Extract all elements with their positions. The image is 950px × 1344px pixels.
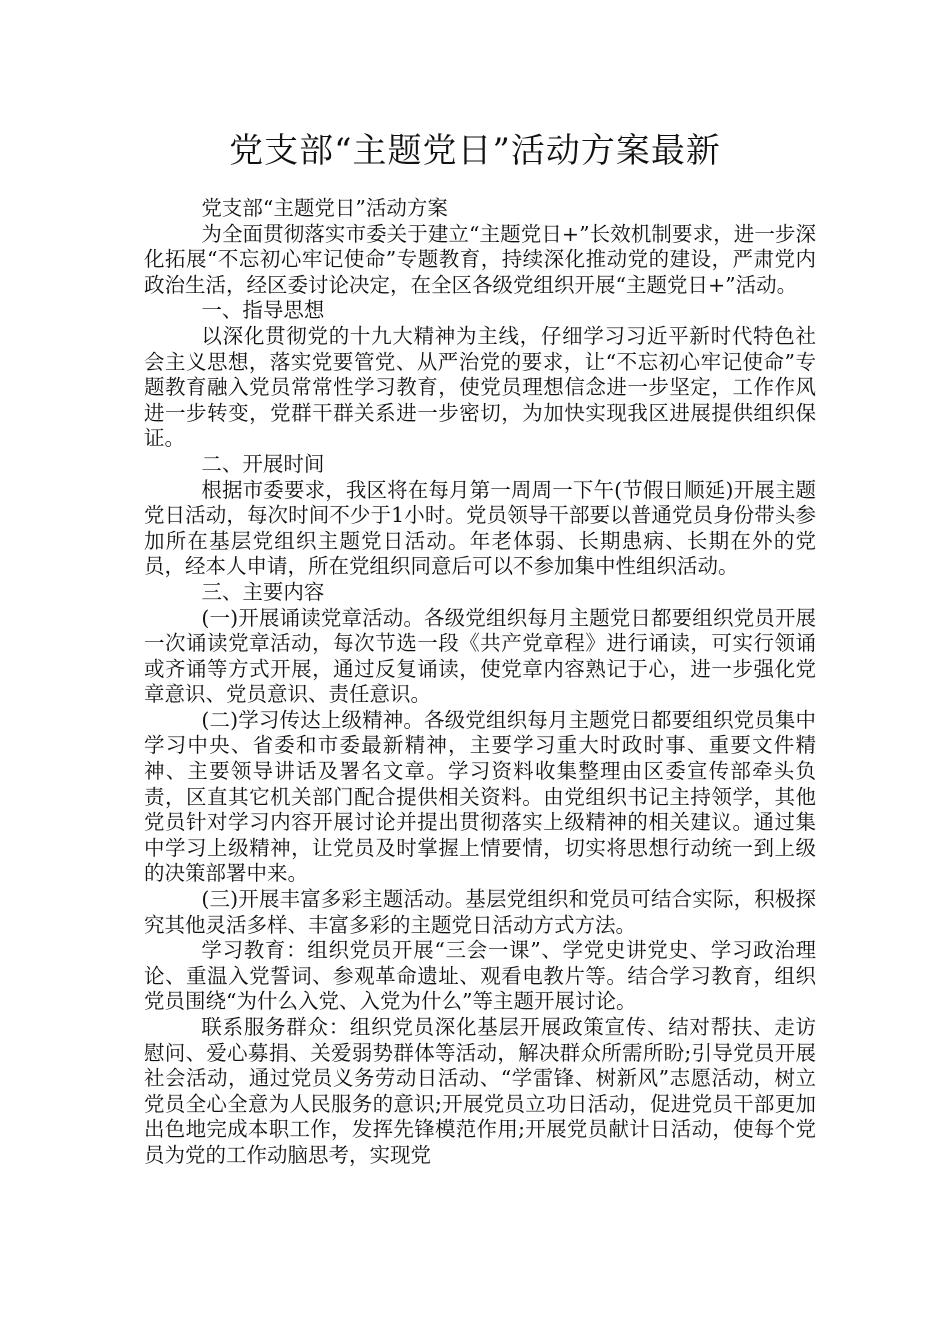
body-paragraph: (三)开展丰富多彩主题活动。基层党组织和党员可结合实际，积极探究其他灵活多样、丰富多彩的主题党日活动方式方法。 [144,887,816,937]
body-paragraph: 以深化贯彻党的十九大精神为主线，仔细学习习近平新时代特色社会主义思想，落实党要管党、从严治党的要求，让“不忘初心牢记使命”专题教育融入党员常常性学习教育，使党员理想信念进一步坚定，工作作风进一步转变，党群干群关系进一步密切，为加快实现我区进展提供组织保证。 [144,323,816,451]
body-paragraph: 学习教育：组织党员开展“三会一课”、学党史讲党史、学习政治理论、重温入党誓词、参观革命遗址、观看电教片等。结合学习教育，组织党员围绕“为什么入党、入党为什么”等主题开展讨论。 [144,938,816,1014]
body-paragraph: 联系服务群众：组织党员深化基层开展政策宣传、结对帮扶、走访慰问、爱心募捐、关爱弱势群体等活动，解决群众所需所盼;引导党员开展社会活动，通过党员义务劳动日活动、“学雷锋、树新风”志愿活动，树立党员全心全意为人民服务的意识;开展党员立功日活动，促进党员干部更加出色地完成本职工作，发挥先锋模范作用;开展党员献计日活动，使每个党员为党的工作动脑思考，实现党 [144,1015,816,1167]
body-paragraph: 为全面贯彻落实市委关于建立“主题党日+”长效机制要求，进一步深化拓展“不忘初心牢记使命”专题教育，持续深化推动党的建设，严肃党内政治生活，经区委讨论决定，在全区各级党组织开展“主题党日+”活动。 [144,221,816,297]
document-title: 党支部“主题党日”活动方案最新 [229,131,721,171]
body-paragraph: (一)开展诵读党章活动。各级党组织每月主题党日都要组织党员开展一次诵读党章活动，每次节选一段《共产党章程》进行诵读，可实行领诵或齐诵等方式开展，通过反复诵读，使党章内容熟记于心，进一步强化党章意识、党员意识、责任意识。 [144,605,816,707]
section-heading: 二、开展时间 [201,451,325,476]
body-paragraph: 党支部“主题党日”活动方案 [201,196,448,220]
section-heading: 三、主要内容 [201,579,325,604]
section-heading: 一、指导思想 [201,298,325,323]
body-paragraph: 根据市委要求，我区将在每月第一周周一下午(节假日顺延)开展主题党日活动，每次时间不少于1小时。党员领导干部要以普通党员身份带头参加所在基层党组织主题党日活动。年老体弱、长期患病、长期在外的党员，经本人申请，所在党组织同意后可以不参加集中性组织活动。 [144,477,816,579]
document-body [144,196,816,1169]
body-paragraph: (二)学习传达上级精神。各级党组织每月主题党日都要组织党员集中学习中央、省委和市委最新精神，主要学习重大时政时事、重要文件精神、主要领导讲话及署名文章。学习资料收集整理由区委宣传部牵头负责，区直其它机关部门配合提供相关资料。由党组织书记主持领学，其他党员针对学习内容开展讨论并提出贯彻落实上级精神的相关建议。通过集中学习上级精神，让党员及时掌握上情要情，切实将思想行动统一到上级的决策部署中来。 [144,707,816,886]
